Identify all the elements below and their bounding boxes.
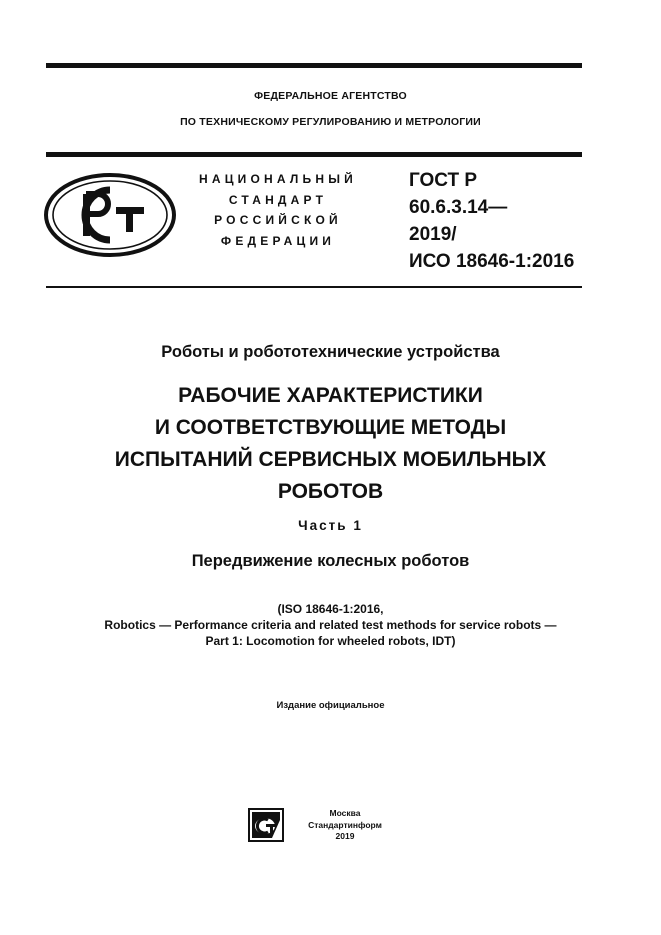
standard-designation xyxy=(409,167,574,275)
designation-line-2: 60.6.3.14— xyxy=(409,197,508,218)
general-title: Роботы и робототехнические устройства xyxy=(161,343,500,361)
publisher-name: Стандартинформ xyxy=(308,819,382,830)
national-standard-line-2: СТАНДАРТ xyxy=(228,192,328,207)
iso-reference-line-1: (ISO 18646-1:2016, xyxy=(277,602,384,616)
iso-reference-line-3: Part 1: Locomotion for wheeled robots, IDT) xyxy=(205,634,456,648)
main-title-line-1: РАБОЧИЕ ХАРАКТЕРИСТИКИ xyxy=(178,384,483,407)
publisher-logo xyxy=(248,808,284,842)
publisher-year: 2019 xyxy=(335,831,355,841)
national-standard-line-4: ФЕДЕРАЦИИ xyxy=(220,233,336,248)
designation-line-1: ГОСТ Р xyxy=(409,170,478,191)
part-title: Передвижение колесных роботов xyxy=(191,552,470,570)
publisher-city: Москва xyxy=(329,808,361,818)
gost-r-mark-icon xyxy=(42,172,178,258)
national-standard-line-3: РОССИЙСКОЙ xyxy=(214,213,342,227)
standartinform-logo-icon xyxy=(248,808,284,842)
designation-line-4: ИСО 18646-1:2016 xyxy=(409,251,575,272)
header-rule xyxy=(46,152,582,157)
official-edition: Издание официальное xyxy=(276,700,385,711)
main-title-line-4: РОБОТОВ xyxy=(277,480,384,503)
part-number: Часть 1 xyxy=(298,518,363,533)
iso-reference xyxy=(0,601,661,649)
publisher-info xyxy=(290,808,400,843)
gost-r-logo xyxy=(42,172,178,258)
main-title-line-3: ИСПЫТАНИЙ СЕРВИСНЫХ МОБИЛЬНЫХ xyxy=(114,448,547,471)
main-title xyxy=(0,380,661,508)
iso-reference-line-2: Robotics — Performance criteria and related test methods for service robots — xyxy=(104,618,557,632)
agency-line-2: ПО ТЕХНИЧЕСКОМУ РЕГУЛИРОВАНИЮ И МЕТРОЛОГИИ xyxy=(180,116,481,128)
top-rule xyxy=(46,63,582,68)
national-standard-line-1: НАЦИОНАЛЬНЫЙ xyxy=(198,172,358,186)
agency-line-1: ФЕДЕРАЛЬНОЕ АГЕНТСТВО xyxy=(254,90,407,102)
main-title-line-2: И СООТВЕТСТВУЮЩИЕ МЕТОДЫ xyxy=(154,416,507,439)
designation-line-3: 2019/ xyxy=(409,224,457,245)
national-standard-block xyxy=(178,169,378,251)
header-bottom-rule xyxy=(46,286,582,288)
